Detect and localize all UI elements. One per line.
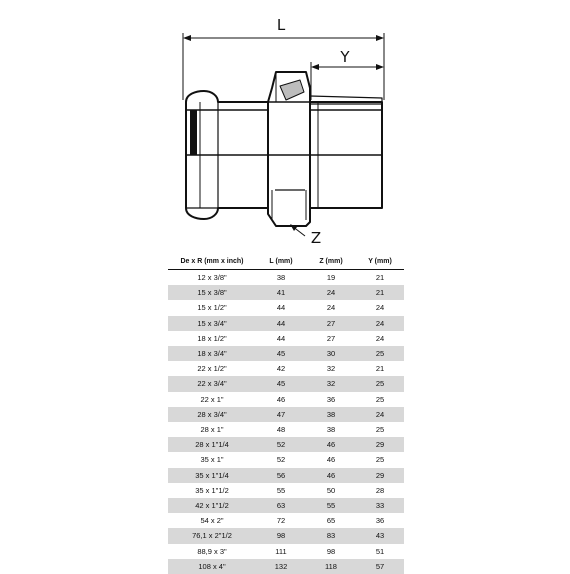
cell-z: 32 bbox=[306, 376, 356, 391]
table-row bbox=[168, 559, 404, 574]
cell-size: 35 x 1" bbox=[168, 452, 256, 467]
table-row bbox=[168, 544, 404, 559]
table-body bbox=[168, 270, 404, 574]
cell-y: 28 bbox=[356, 483, 404, 498]
table-row bbox=[168, 316, 404, 331]
cell-y: 51 bbox=[356, 544, 404, 559]
cell-l: 56 bbox=[256, 468, 306, 483]
cell-size: 22 x 1/2" bbox=[168, 361, 256, 376]
cell-z: 27 bbox=[306, 316, 356, 331]
cell-z: 118 bbox=[306, 559, 356, 574]
table-row bbox=[168, 483, 404, 498]
cell-y: 24 bbox=[356, 316, 404, 331]
cell-size: 108 x 4" bbox=[168, 559, 256, 574]
cell-z: 46 bbox=[306, 468, 356, 483]
cell-z: 38 bbox=[306, 407, 356, 422]
table-row bbox=[168, 513, 404, 528]
table-header-row bbox=[168, 253, 404, 270]
cell-y: 25 bbox=[356, 392, 404, 407]
header-size: De x R (mm x inch) bbox=[168, 253, 256, 270]
cell-size: 15 x 3/4" bbox=[168, 316, 256, 331]
cell-l: 132 bbox=[256, 559, 306, 574]
cell-size: 28 x 1" bbox=[168, 422, 256, 437]
cell-z: 65 bbox=[306, 513, 356, 528]
table-row bbox=[168, 452, 404, 467]
table-row bbox=[168, 407, 404, 422]
hex-nut bbox=[268, 72, 310, 226]
cell-l: 72 bbox=[256, 513, 306, 528]
cell-z: 38 bbox=[306, 422, 356, 437]
header-z: Z (mm) bbox=[306, 253, 356, 270]
cell-size: 42 x 1"1/2 bbox=[168, 498, 256, 513]
table-row bbox=[168, 392, 404, 407]
cell-l: 47 bbox=[256, 407, 306, 422]
cell-y: 21 bbox=[356, 270, 404, 286]
cell-size: 76,1 x 2"1/2 bbox=[168, 528, 256, 543]
table-row bbox=[168, 376, 404, 391]
table-row bbox=[168, 270, 404, 286]
cell-z: 24 bbox=[306, 300, 356, 315]
cell-z: 30 bbox=[306, 346, 356, 361]
cell-y: 25 bbox=[356, 422, 404, 437]
cell-y: 36 bbox=[356, 513, 404, 528]
cell-size: 28 x 3/4" bbox=[168, 407, 256, 422]
header-y: Y (mm) bbox=[356, 253, 404, 270]
cell-z: 19 bbox=[306, 270, 356, 286]
cell-l: 98 bbox=[256, 528, 306, 543]
cell-z: 50 bbox=[306, 483, 356, 498]
cell-size: 18 x 1/2" bbox=[168, 331, 256, 346]
cell-y: 33 bbox=[356, 498, 404, 513]
cell-size: 28 x 1"1/4 bbox=[168, 437, 256, 452]
cell-size: 54 x 2" bbox=[168, 513, 256, 528]
cell-y: 25 bbox=[356, 346, 404, 361]
male-thread-body bbox=[310, 96, 382, 208]
cell-z: 98 bbox=[306, 544, 356, 559]
cell-size: 18 x 3/4" bbox=[168, 346, 256, 361]
table-row bbox=[168, 300, 404, 315]
cell-y: 29 bbox=[356, 468, 404, 483]
cell-z: 36 bbox=[306, 392, 356, 407]
cell-z: 83 bbox=[306, 528, 356, 543]
cell-y: 57 bbox=[356, 559, 404, 574]
cell-size: 15 x 1/2" bbox=[168, 300, 256, 315]
cell-l: 52 bbox=[256, 452, 306, 467]
cell-l: 48 bbox=[256, 422, 306, 437]
cell-z: 55 bbox=[306, 498, 356, 513]
cell-l: 38 bbox=[256, 270, 306, 286]
press-socket-body bbox=[186, 91, 268, 219]
cell-z: 46 bbox=[306, 437, 356, 452]
cell-size: 12 x 3/8" bbox=[168, 270, 256, 286]
table-row bbox=[168, 468, 404, 483]
table-row bbox=[168, 331, 404, 346]
table-row bbox=[168, 346, 404, 361]
cell-y: 25 bbox=[356, 452, 404, 467]
cell-z: 32 bbox=[306, 361, 356, 376]
table-row bbox=[168, 437, 404, 452]
cell-l: 45 bbox=[256, 376, 306, 391]
cell-size: 35 x 1"1/4 bbox=[168, 468, 256, 483]
cell-y: 24 bbox=[356, 300, 404, 315]
header-l: L (mm) bbox=[256, 253, 306, 270]
cell-y: 29 bbox=[356, 437, 404, 452]
cell-y: 21 bbox=[356, 361, 404, 376]
cell-l: 52 bbox=[256, 437, 306, 452]
cell-l: 44 bbox=[256, 316, 306, 331]
cell-size: 15 x 3/8" bbox=[168, 285, 256, 300]
cell-y: 25 bbox=[356, 376, 404, 391]
cell-y: 21 bbox=[356, 285, 404, 300]
cell-l: 63 bbox=[256, 498, 306, 513]
cell-l: 45 bbox=[256, 346, 306, 361]
cell-z: 24 bbox=[306, 285, 356, 300]
cell-size: 88,9 x 3" bbox=[168, 544, 256, 559]
cell-l: 44 bbox=[256, 300, 306, 315]
dimension-line-y bbox=[311, 62, 384, 100]
cell-z: 46 bbox=[306, 452, 356, 467]
table-row bbox=[168, 285, 404, 300]
cell-l: 111 bbox=[256, 544, 306, 559]
fitting-technical-drawing bbox=[0, 0, 570, 250]
table-row bbox=[168, 528, 404, 543]
cell-l: 42 bbox=[256, 361, 306, 376]
label-l: L bbox=[277, 16, 286, 34]
dimensions-table bbox=[168, 253, 404, 574]
cell-y: 24 bbox=[356, 331, 404, 346]
cell-l: 44 bbox=[256, 331, 306, 346]
cell-l: 55 bbox=[256, 483, 306, 498]
label-z: Z bbox=[311, 229, 321, 247]
cell-y: 24 bbox=[356, 407, 404, 422]
cell-z: 27 bbox=[306, 331, 356, 346]
cell-y: 43 bbox=[356, 528, 404, 543]
cell-l: 46 bbox=[256, 392, 306, 407]
cell-size: 22 x 3/4" bbox=[168, 376, 256, 391]
label-y: Y bbox=[339, 48, 350, 66]
table-row bbox=[168, 498, 404, 513]
cell-size: 35 x 1"1/2 bbox=[168, 483, 256, 498]
table-row bbox=[168, 422, 404, 437]
cell-size: 22 x 1" bbox=[168, 392, 256, 407]
cell-l: 41 bbox=[256, 285, 306, 300]
table-row bbox=[168, 361, 404, 376]
